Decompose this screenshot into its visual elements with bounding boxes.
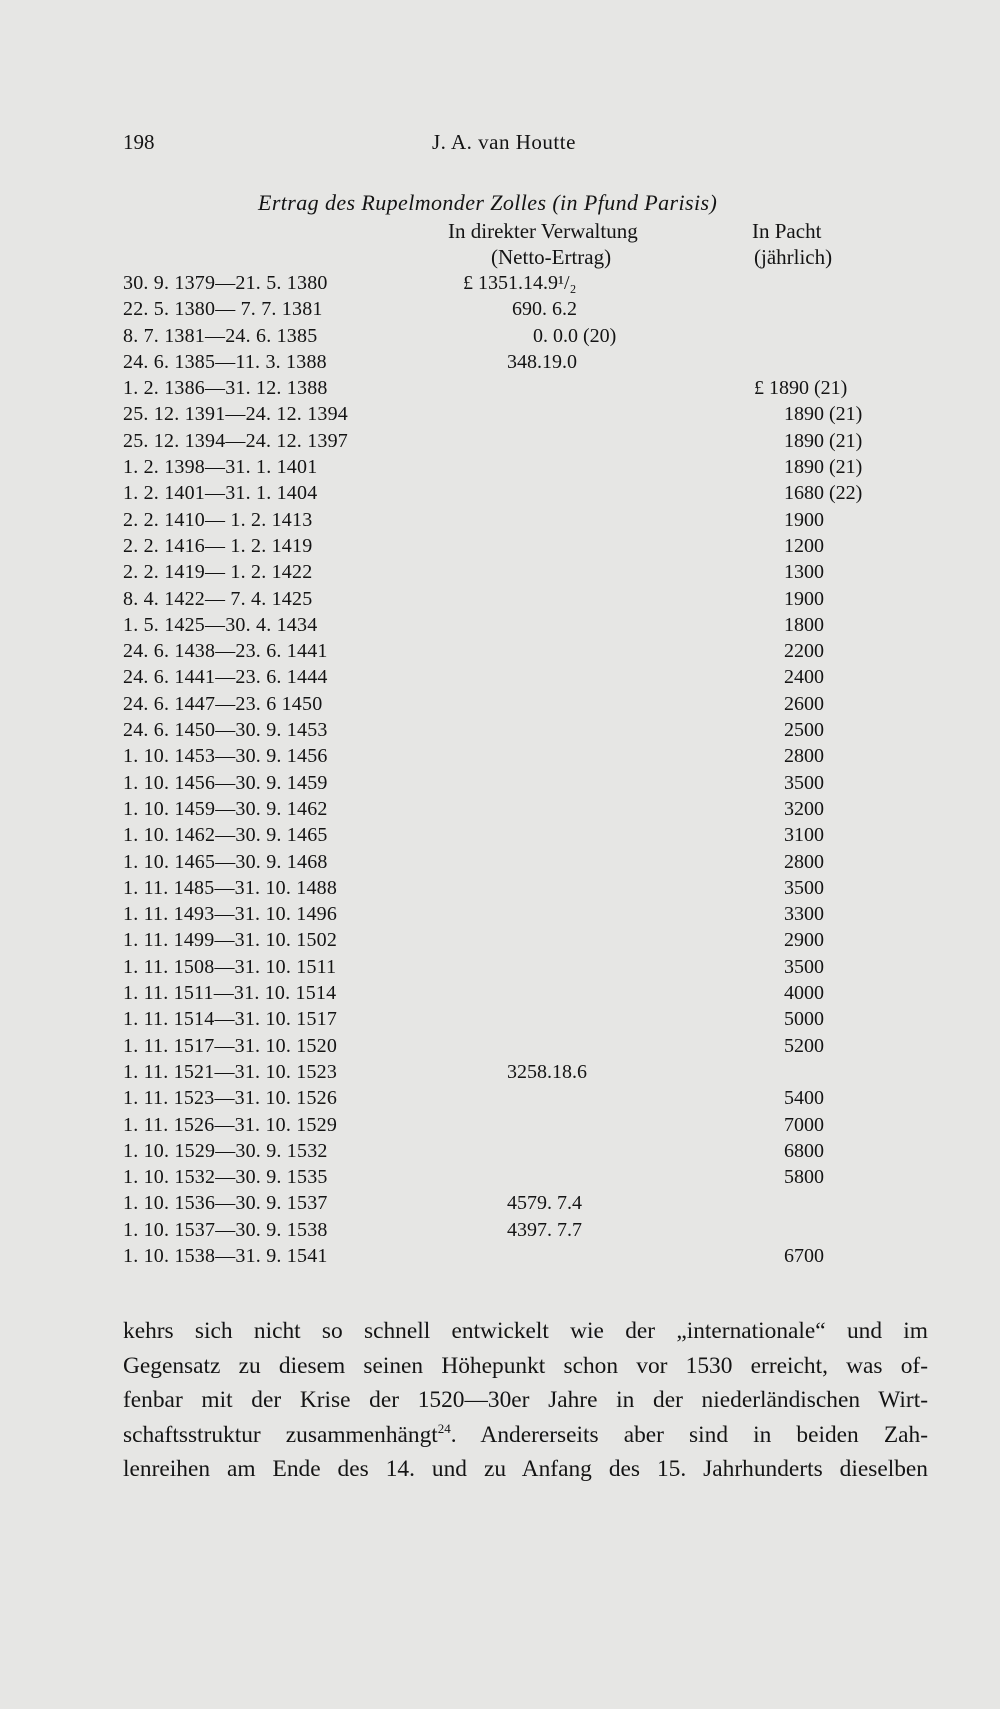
table-row xyxy=(0,980,1000,1006)
cell-pacht-yield: 6700 xyxy=(784,1244,824,1267)
cell-direct-yield: 0. 0.0 (20) xyxy=(533,324,617,347)
cell-date: 1. 11. 1514—31. 10. 1517 xyxy=(123,1008,338,1031)
cell-date: 2. 2. 1419— 1. 2. 1422 xyxy=(123,561,313,584)
table-row xyxy=(0,1006,1000,1032)
table-row xyxy=(0,638,1000,664)
cell-date: 24. 6. 1450—30. 9. 1453 xyxy=(123,719,328,742)
cell-pacht-yield: 1890 (21) xyxy=(784,429,863,452)
cell-date: 1. 10. 1456—30. 9. 1459 xyxy=(123,771,328,794)
table-row xyxy=(0,323,1000,349)
table-row xyxy=(0,480,1000,506)
cell-pacht-yield: 6800 xyxy=(784,1139,824,1162)
table-row xyxy=(0,691,1000,717)
table-row xyxy=(0,401,1000,427)
cell-date: 1. 11. 1511—31. 10. 1514 xyxy=(123,982,337,1005)
cell-date: 1. 11. 1523—31. 10. 1526 xyxy=(123,1087,338,1110)
cell-pacht-yield: £ 1890 (21) xyxy=(754,377,848,400)
cell-date: 25. 12. 1394—24. 12. 1397 xyxy=(123,429,348,452)
cell-date: 24. 6. 1441—23. 6. 1444 xyxy=(123,666,328,689)
cell-pacht-yield: 2600 xyxy=(784,692,824,715)
cell-pacht-yield: 2800 xyxy=(784,850,824,873)
cell-date: 22. 5. 1380— 7. 7. 1381 xyxy=(123,298,323,321)
text-fragment: schaftsstruktur zusammenhängt xyxy=(123,1421,438,1448)
table-row xyxy=(0,586,1000,612)
cell-pacht-yield: 2400 xyxy=(784,666,824,689)
col-header-direct-sub: (Netto-Ertrag) xyxy=(491,245,612,269)
table-row xyxy=(0,796,1000,822)
cell-pacht-yield: 2900 xyxy=(784,929,824,952)
table-row xyxy=(0,428,1000,454)
cell-date: 1. 11. 1521—31. 10. 1523 xyxy=(123,1060,338,1083)
cell-pacht-yield: 1900 xyxy=(784,508,824,531)
col-header-direct: In direkter Verwaltung xyxy=(448,219,638,243)
cell-pacht-yield: 4000 xyxy=(784,982,824,1005)
cell-date: 1. 11. 1493—31. 10. 1496 xyxy=(123,903,338,926)
cell-pacht-yield: 1200 xyxy=(784,534,824,557)
table-row xyxy=(0,1138,1000,1164)
cell-pacht-yield: 3500 xyxy=(784,876,824,899)
cell-date: 1. 10. 1465—30. 9. 1468 xyxy=(123,850,328,873)
cell-pacht-yield: 3500 xyxy=(784,771,824,794)
table-row xyxy=(0,717,1000,743)
table-row xyxy=(0,1033,1000,1059)
cell-pacht-yield: 3300 xyxy=(784,903,824,926)
table-row xyxy=(0,533,1000,559)
cell-direct-yield: £ 1351.14.9¹/₂ xyxy=(463,272,577,294)
cell-pacht-yield: 5200 xyxy=(784,1034,824,1057)
cell-pacht-yield: 5000 xyxy=(784,1008,824,1031)
cell-date: 1. 10. 1532—30. 9. 1535 xyxy=(123,1166,328,1189)
cell-date: 24. 6. 1438—23. 6. 1441 xyxy=(123,640,328,663)
cell-date: 1. 10. 1537—30. 9. 1538 xyxy=(123,1218,328,1241)
cell-pacht-yield: 3100 xyxy=(784,824,824,847)
col-header-pacht-sub: (jährlich) xyxy=(754,245,833,269)
cell-pacht-yield: 2200 xyxy=(784,640,824,663)
table-row xyxy=(0,612,1000,638)
cell-pacht-yield: 1890 (21) xyxy=(784,403,863,426)
cell-date: 1. 2. 1398—31. 1. 1401 xyxy=(123,456,318,479)
cell-pacht-yield: 3500 xyxy=(784,955,824,978)
cell-pacht-yield: 1300 xyxy=(784,561,824,584)
cell-pacht-yield: 5800 xyxy=(784,1166,824,1189)
cell-date: 1. 10. 1536—30. 9. 1537 xyxy=(123,1192,328,1215)
cell-direct-yield: 690. 6.2 xyxy=(512,298,577,321)
table-row xyxy=(0,1059,1000,1085)
col-header-pacht: In Pacht xyxy=(752,219,822,243)
text-line: Gegensatz zu diesem seinen Höhepunkt schon vor 1530 erreicht, was of- xyxy=(123,1352,928,1379)
table-row xyxy=(0,743,1000,769)
table-row xyxy=(0,1085,1000,1111)
cell-pacht-yield: 1890 (21) xyxy=(784,456,863,479)
cell-date: 1. 11. 1508—31. 10. 1511 xyxy=(123,955,337,978)
table-row xyxy=(0,454,1000,480)
table-row xyxy=(0,559,1000,585)
table-title: Ertrag des Rupelmonder Zolles (in Pfund Parisis) xyxy=(258,190,718,215)
cell-date: 1. 10. 1459—30. 9. 1462 xyxy=(123,797,328,820)
cell-date: 1. 11. 1485—31. 10. 1488 xyxy=(123,876,338,899)
cell-pacht-yield: 3200 xyxy=(784,797,824,820)
cell-date: 30. 9. 1379—21. 5. 1380 xyxy=(123,272,328,294)
table-row xyxy=(0,1112,1000,1138)
text-fragment: . Andererseits aber sind in beiden Zah- xyxy=(450,1421,928,1448)
cell-date: 1. 2. 1401—31. 1. 1404 xyxy=(123,482,318,505)
text-line: fenbar mit der Krise der 1520—30er Jahre in der niederländischen Wirt- xyxy=(123,1387,928,1414)
table-row xyxy=(0,875,1000,901)
cell-date: 1. 2. 1386—31. 12. 1388 xyxy=(123,377,328,400)
table-body xyxy=(0,270,1000,1269)
table-row xyxy=(0,296,1000,322)
table-row xyxy=(0,270,1000,296)
cell-date: 8. 7. 1381—24. 6. 1385 xyxy=(123,324,318,347)
text-line: lenreihen am Ende des 14. und zu Anfang des 15. Jahrhunderts dieselben xyxy=(123,1456,928,1483)
table-row xyxy=(0,849,1000,875)
cell-direct-yield: 348.19.0 xyxy=(507,350,577,373)
table-row xyxy=(0,770,1000,796)
text-line xyxy=(123,1418,928,1453)
cell-direct-yield: 4579. 7.4 xyxy=(507,1192,582,1215)
cell-date: 1. 5. 1425—30. 4. 1434 xyxy=(123,613,318,636)
cell-pacht-yield: 7000 xyxy=(784,1113,824,1136)
text-line: kehrs sich nicht so schnell entwickelt wie der „internationale“ und im xyxy=(123,1318,928,1344)
cell-date: 1. 11. 1526—31. 10. 1529 xyxy=(123,1113,338,1136)
table-row xyxy=(0,664,1000,690)
table-row xyxy=(0,507,1000,533)
cell-direct-yield: 3258.18.6 xyxy=(507,1060,587,1083)
table-row xyxy=(0,901,1000,927)
cell-date: 1. 10. 1462—30. 9. 1465 xyxy=(123,824,328,847)
table-row xyxy=(0,349,1000,375)
table-row xyxy=(0,1164,1000,1190)
cell-pacht-yield: 2500 xyxy=(784,719,824,742)
cell-date: 25. 12. 1391—24. 12. 1394 xyxy=(123,403,348,426)
cell-pacht-yield: 1800 xyxy=(784,613,824,636)
cell-pacht-yield: 1680 (22) xyxy=(784,482,863,505)
table-row xyxy=(0,1190,1000,1216)
table-row xyxy=(0,954,1000,980)
table-row xyxy=(0,1217,1000,1243)
cell-date: 1. 11. 1499—31. 10. 1502 xyxy=(123,929,338,952)
cell-date: 2. 2. 1416— 1. 2. 1419 xyxy=(123,534,313,557)
cell-pacht-yield: 1900 xyxy=(784,587,824,610)
cell-date: 1. 10. 1529—30. 9. 1532 xyxy=(123,1139,328,1162)
cell-date: 1. 11. 1517—31. 10. 1520 xyxy=(123,1034,338,1057)
cell-date: 2. 2. 1410— 1. 2. 1413 xyxy=(123,508,313,531)
cell-date: 24. 6. 1385—11. 3. 1388 xyxy=(123,350,327,373)
cell-direct-yield: 4397. 7.7 xyxy=(507,1218,582,1241)
table-row xyxy=(0,375,1000,401)
cell-date: 1. 10. 1538—31. 9. 1541 xyxy=(123,1244,328,1267)
page-number: 198 xyxy=(123,130,155,154)
cell-pacht-yield: 5400 xyxy=(784,1087,824,1110)
table-row xyxy=(0,1243,1000,1269)
running-head-author: J. A. van Houtte xyxy=(432,130,576,154)
cell-date: 8. 4. 1422— 7. 4. 1425 xyxy=(123,587,313,610)
cell-date: 1. 10. 1453—30. 9. 1456 xyxy=(123,745,328,768)
table-row xyxy=(0,822,1000,848)
cell-date: 24. 6. 1447—23. 6 1450 xyxy=(123,692,323,715)
footnote-marker: 24 xyxy=(437,1420,451,1436)
cell-pacht-yield: 2800 xyxy=(784,745,824,768)
table-row xyxy=(0,927,1000,953)
body-paragraph xyxy=(123,1314,928,1487)
